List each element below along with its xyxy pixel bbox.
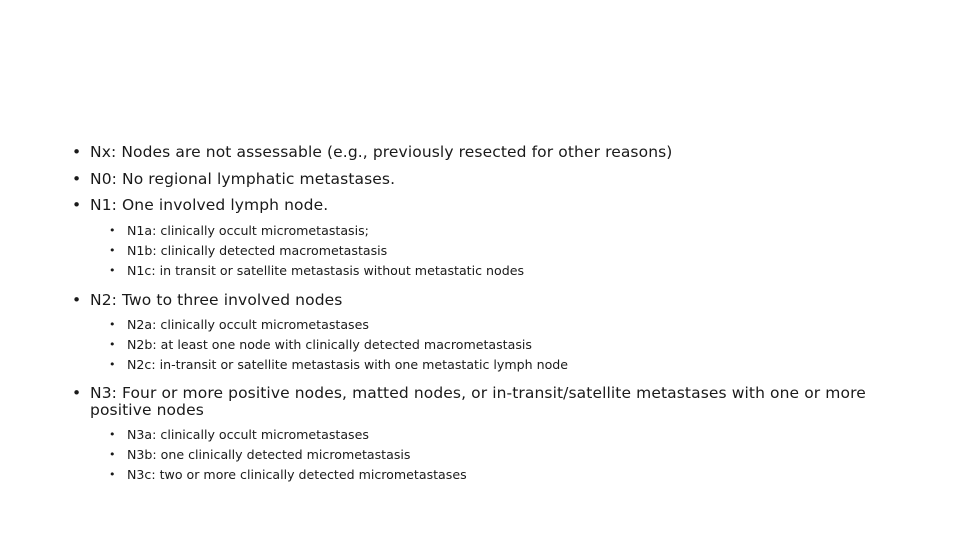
sub-list-n1 (72, 221, 892, 281)
bullet-n0: • N0: No regional lymphatic metastases. (72, 170, 892, 189)
sub-bullet-n3c: • N3c: two or more clinically detected micrometastases (72, 465, 892, 485)
sub-bullet-n2a: • N2a: clinically occult micrometastases (72, 315, 892, 335)
bullet-n2: • N2: Two to three involved nodes (72, 291, 892, 310)
bullet-n3: • N3: Four or more positive nodes, matted nodes, or in-transit/satellite metastases with one or more positive nodes (72, 385, 892, 419)
sub-bullet-n3a: • N3a: clinically occult micrometastases (72, 425, 892, 445)
sub-list-n3 (72, 425, 892, 485)
sub-bullet-n2c: • N2c: in-transit or satellite metastasis with one metastatic lymph node (72, 355, 892, 375)
sub-list-n2 (72, 315, 892, 375)
bullet-list (72, 143, 892, 495)
sub-bullet-n2b: • N2b: at least one node with clinically detected macrometastasis (72, 335, 892, 355)
sub-bullet-n3b: • N3b: one clinically detected micrometastasis (72, 445, 892, 465)
sub-bullet-n1a: • N1a: clinically occult micrometastasis; (72, 221, 892, 241)
sub-bullet-n1c: • N1c: in transit or satellite metastasis without metastatic nodes (72, 261, 892, 281)
bullet-n1: • N1: One involved lymph node. (72, 196, 892, 215)
sub-bullet-n1b: • N1b: clinically detected macrometastasis (72, 241, 892, 261)
bullet-nx: • Nx: Nodes are not assessable (e.g., previously resected for other reasons) (72, 143, 892, 162)
